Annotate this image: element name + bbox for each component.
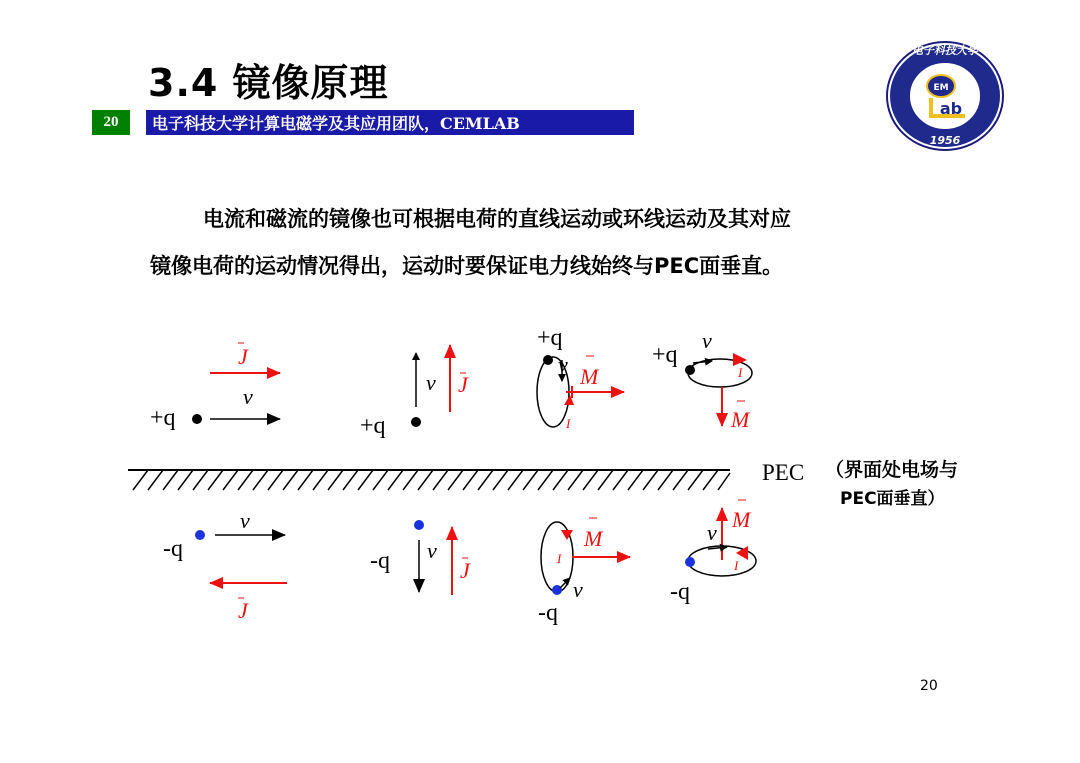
pec-label: PEC — [762, 460, 805, 485]
image-charge-label: -q — [370, 548, 390, 574]
case3-source — [537, 325, 624, 431]
case2-image — [370, 520, 471, 595]
pec-note-line-1: （界面处电场与 — [825, 459, 959, 481]
positive-charge — [192, 414, 202, 424]
case3-image — [538, 518, 630, 626]
m-label: M — [584, 526, 603, 551]
image-charge — [685, 557, 695, 567]
case4-image — [670, 500, 756, 605]
m-label: M — [732, 507, 751, 532]
j-label: J — [458, 372, 468, 397]
pec-ground — [128, 470, 730, 490]
case1-source — [150, 343, 280, 431]
v-label: v — [702, 328, 712, 353]
body-line-2: 镜像电荷的运动情况得出，运动时要保证电力线始终与PEC面垂直。 — [150, 254, 784, 278]
logo-em-text: EM — [933, 83, 949, 93]
page-number: 20 — [920, 678, 938, 694]
team-banner: 电子科技大学计算电磁学及其应用团队，CEMLAB — [146, 110, 634, 135]
case1-image — [163, 508, 287, 623]
m-label: M — [731, 407, 750, 432]
j-label: J — [460, 558, 470, 583]
logo-lab-text: ab — [939, 99, 963, 118]
v-label: v — [426, 370, 436, 395]
v-label: v — [573, 577, 583, 602]
slide-number-badge: 20 — [92, 110, 130, 135]
i-label: I — [734, 558, 739, 573]
j-label: J — [238, 598, 248, 623]
positive-charge — [543, 355, 553, 365]
v-label: v — [558, 352, 568, 377]
page-title: 3.4 镜像原理 — [148, 61, 389, 105]
image-charge-label: -q — [163, 536, 183, 562]
v-arrow — [693, 361, 712, 363]
charge-label: +q — [150, 405, 176, 431]
i-label: I — [557, 551, 562, 566]
i-label: I — [738, 365, 743, 380]
case2-source — [360, 345, 469, 439]
m-label: M — [580, 364, 599, 389]
body-line-1: 电流和磁流的镜像也可根据电荷的直线运动或环线运动及其对应 — [203, 207, 791, 231]
v-label: v — [427, 538, 437, 563]
image-charge-label: -q — [670, 579, 690, 605]
image-charge-label: -q — [538, 600, 558, 626]
positive-charge — [685, 365, 695, 375]
pec-note-line-2: PEC面垂直） — [840, 489, 945, 509]
charge-label: +q — [537, 325, 563, 351]
j-label: J — [238, 344, 248, 369]
v-label: v — [707, 520, 717, 545]
image-charge — [414, 520, 424, 530]
v-label: v — [240, 508, 250, 533]
i-label: I — [566, 416, 571, 431]
logo-top-text: 电子科技大学 — [912, 44, 978, 57]
v-label: v — [243, 384, 253, 409]
image-charge — [195, 530, 205, 540]
case4-source — [652, 328, 752, 432]
positive-charge — [411, 417, 421, 427]
logo-year: 1956 — [929, 134, 961, 147]
charge-label: +q — [652, 342, 678, 368]
charge-label: +q — [360, 413, 386, 439]
